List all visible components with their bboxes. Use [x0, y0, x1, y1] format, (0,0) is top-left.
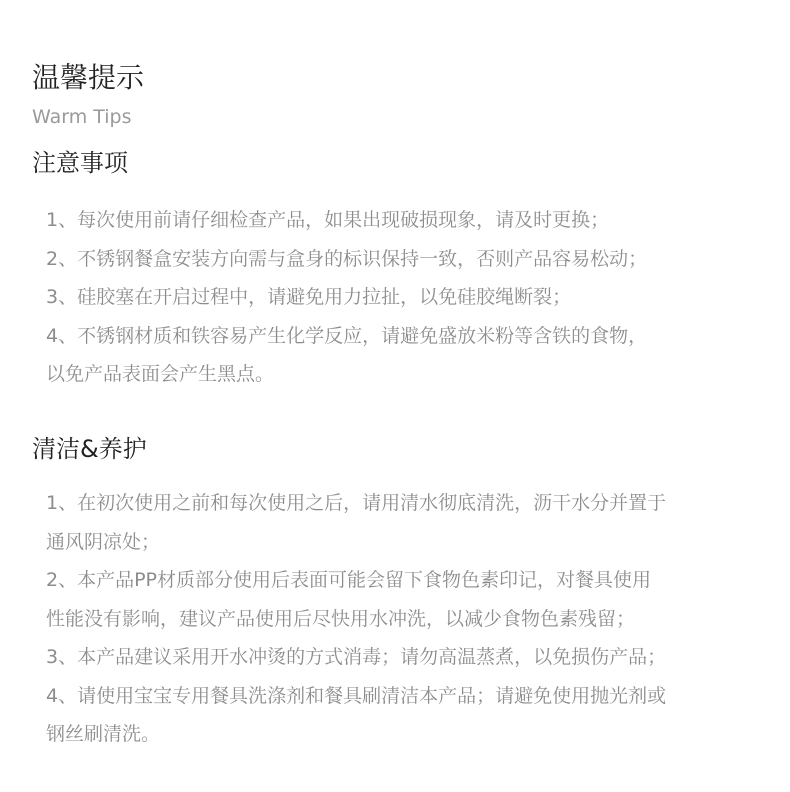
notes-line: 1、每次使用前请仔细检查产品，如果出现破损现象，请及时更换； — [46, 209, 610, 231]
notes-line: 以免产品表面会产生黑点。 — [46, 363, 275, 385]
care-line: 4、请使用宝宝专用餐具洗涤剂和餐具刷清洁本产品；请避免使用抛光剂或 — [46, 684, 667, 707]
care-line: 2、本产品PP材质部分使用后表面可能会留下食物色素印记，对餐具使用 — [46, 569, 652, 591]
page-title: 温馨提示 — [32, 61, 145, 94]
notes-line: 3、硅胶塞在开启过程中，请避免用力拉扯，以免硅胶绳断裂； — [46, 286, 572, 308]
notes-heading: 注意事项 — [32, 149, 128, 177]
care-line: 钢丝刷清洗。 — [46, 723, 161, 745]
notes-line: 2、不锈钢餐盒安装方向需与盒身的标识保持一致，否则产品容易松动； — [46, 247, 648, 270]
care-list — [46, 484, 666, 754]
page-subtitle: Warm Tips — [32, 106, 132, 128]
care-heading: 清洁&养护 — [32, 435, 147, 463]
care-line: 3、本产品建议采用开水冲烫的方式消毒；请勿高温蒸煮，以免损伤产品； — [46, 646, 667, 668]
notes-list — [46, 201, 647, 394]
care-line: 性能没有影响，建议产品使用后尽快用水冲洗，以减少食物色素残留； — [46, 607, 636, 630]
notes-line: 4、不锈钢材质和铁容易产生化学反应，请避免盛放米粉等含铁的食物， — [46, 324, 648, 347]
care-line: 1、在初次使用之前和每次使用之后，请用清水彻底清洗，沥干水分并置于 — [46, 492, 667, 514]
care-line: 通风阴凉处； — [46, 530, 161, 553]
